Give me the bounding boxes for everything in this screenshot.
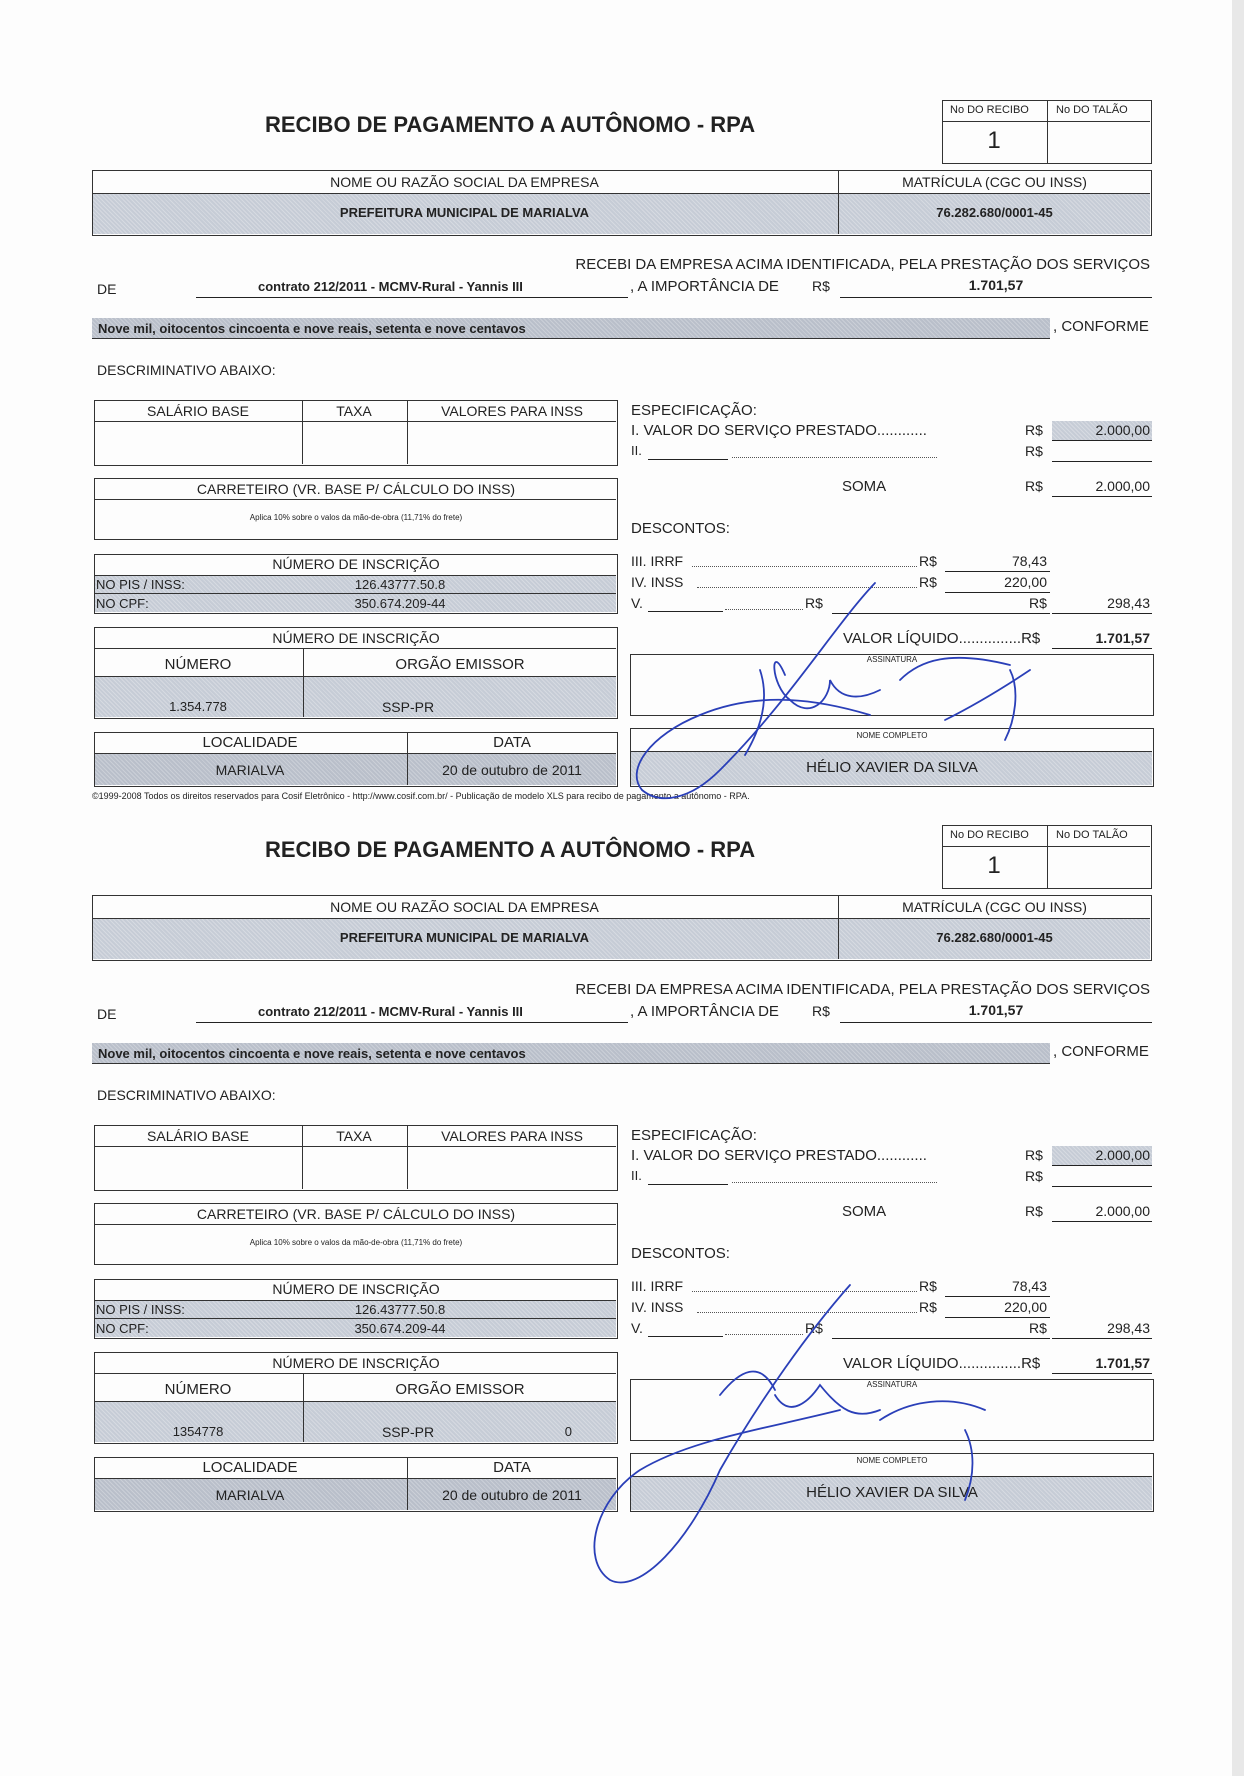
carreteiro-note: Aplica 10% sobre o valos da mão-de-obra (11,71% do frete): [249, 513, 463, 522]
valores-inss-label: VALORES PARA INSS: [441, 403, 583, 419]
orgao-extra: 0: [564, 1424, 572, 1439]
irrf-label: III. IRRF: [631, 1278, 684, 1294]
liquido-value: 1.701,57: [1095, 630, 1150, 646]
descontos-total: 298,43: [1107, 1320, 1150, 1336]
empresa-value: PREFEITURA MUNICIPAL DE MARIALVA: [339, 205, 590, 220]
liquido-label: VALOR LÍQUIDO...............R$: [843, 630, 1041, 647]
irrf-currency: R$: [919, 553, 937, 569]
carreteiro-label: CARRETEIRO (VR. BASE P/ CÁLCULO DO INSS): [196, 1206, 516, 1222]
item5-currency: R$: [805, 1320, 823, 1336]
extenso-value: Nove mil, oitocentos cincoenta e nove reais, setenta e nove centavos: [98, 321, 526, 336]
cpf-label: NO CPF:: [96, 1321, 149, 1336]
recebi-text: RECEBI DA EMPRESA ACIMA IDENTIFICADA, PELA PRESTAÇÃO DOS SERVIÇOS: [575, 256, 1150, 273]
importancia-label: , A IMPORTÂNCIA DE: [630, 278, 779, 295]
soma-currency: R$: [1025, 478, 1043, 494]
soma-label: SOMA: [842, 478, 887, 495]
item5-label: V.: [631, 595, 643, 611]
soma-label: SOMA: [842, 1203, 887, 1220]
inss-label: IV. INSS: [631, 574, 684, 590]
pis-value: 126.43777.50.8: [354, 577, 446, 592]
conforme-label: , CONFORME: [1053, 1043, 1149, 1060]
servico-value: contrato 212/2011 - MCMV-Rural - Yannis III: [258, 1004, 523, 1019]
inscricao-label: NÚMERO DE INSCRIÇÃO: [272, 556, 440, 572]
carreteiro-label: CARRETEIRO (VR. BASE P/ CÁLCULO DO INSS): [196, 481, 516, 497]
matricula-value: 76.282.680/0001-45: [936, 205, 1053, 220]
irrf-value: 78,43: [1011, 1278, 1047, 1294]
cpf-value: 350.674.209-44: [354, 596, 446, 611]
data-value: 20 de outubro de 2011: [442, 762, 582, 778]
orgao-label: ORGÃO EMISSOR: [395, 656, 525, 673]
salario-base-label: SALÁRIO BASE: [147, 1128, 249, 1144]
descontos-total: 298,43: [1107, 595, 1150, 611]
numero-label: NÚMERO: [164, 656, 232, 673]
receipt-1: [0, 92, 1244, 812]
inscricao-label: NÚMERO DE INSCRIÇÃO: [272, 1281, 440, 1297]
assinatura-label: ASSINATURA: [866, 1380, 918, 1389]
item2-currency: R$: [1025, 443, 1043, 459]
inscricao2-label: NÚMERO DE INSCRIÇÃO: [272, 1355, 440, 1371]
matricula-label: MATRÍCULA (CGC OU INSS): [902, 899, 1087, 915]
irrf-label: III. IRRF: [631, 553, 684, 569]
localidade-value: MARIALVA: [215, 1487, 285, 1503]
localidade-label: LOCALIDADE: [202, 1459, 298, 1476]
descontos-label: DESCONTOS:: [631, 1245, 730, 1262]
importancia-value: 1.701,57: [968, 1002, 1024, 1018]
receipt-2: [0, 817, 1244, 1537]
taxa-label: TAXA: [336, 1128, 372, 1144]
descontos-currency: R$: [1029, 595, 1047, 611]
cpf-value: 350.674.209-44: [354, 1321, 446, 1336]
irrf-currency: R$: [919, 1278, 937, 1294]
numero-value: 1.354.778: [169, 699, 227, 714]
localidade-label: LOCALIDADE: [202, 734, 298, 751]
especificacao-label: ESPECIFICAÇÃO:: [631, 402, 757, 419]
servico-prestado-label: I. VALOR DO SERVIÇO PRESTADO............: [631, 422, 927, 439]
numero-label: NÚMERO: [164, 1381, 232, 1398]
discriminativo-label: DESCRIMINATIVO ABAIXO:: [97, 1087, 276, 1103]
valores-inss-label: VALORES PARA INSS: [441, 1128, 583, 1144]
importancia-label: , A IMPORTÂNCIA DE: [630, 1003, 779, 1020]
empresa-label: NOME OU RAZÃO SOCIAL DA EMPRESA: [330, 899, 599, 915]
servico-prestado-value: 2.000,00: [1095, 1147, 1150, 1163]
nome-completo-value: HÉLIO XAVIER DA SILVA: [806, 1484, 978, 1501]
soma-value: 2.000,00: [1095, 1203, 1150, 1219]
inss-currency: R$: [919, 1299, 937, 1315]
liquido-label: VALOR LÍQUIDO...............R$: [843, 1355, 1041, 1372]
taxa-label: TAXA: [336, 403, 372, 419]
soma-currency: R$: [1025, 1203, 1043, 1219]
numero-value: 1354778: [172, 1424, 224, 1439]
descontos-currency: R$: [1029, 1320, 1047, 1336]
nome-completo-value: HÉLIO XAVIER DA SILVA: [806, 759, 978, 776]
servico-prestado-value: 2.000,00: [1095, 422, 1150, 438]
pis-value: 126.43777.50.8: [354, 1302, 446, 1317]
inss-value: 220,00: [1004, 574, 1047, 590]
footer-note: ©1999-2008 Todos os direitos reservados para Cosif Eletrônico - http://www.cosif.com.br/ - Publicação de modelo XLS para recibo de pagamento a autônomo - RPA.: [92, 791, 750, 801]
importancia-value: 1.701,57: [968, 277, 1024, 293]
matricula-label: MATRÍCULA (CGC OU INSS): [902, 174, 1087, 190]
carreteiro-note: Aplica 10% sobre o valos da mão-de-obra (11,71% do frete): [249, 1238, 463, 1247]
empresa-label: NOME OU RAZÃO SOCIAL DA EMPRESA: [330, 174, 599, 190]
inscricao2-label: NÚMERO DE INSCRIÇÃO: [272, 630, 440, 646]
recibo-number: 1: [987, 852, 1001, 879]
inss-label: IV. INSS: [631, 1299, 684, 1315]
nome-completo-label: NOME COMPLETO: [856, 1456, 928, 1465]
item2-currency: R$: [1025, 1168, 1043, 1184]
pis-label: NO PIS / INSS:: [96, 1302, 185, 1317]
item5-currency: R$: [805, 595, 823, 611]
de-label: DE: [97, 1006, 117, 1022]
orgao-value: SSP-PR: [381, 699, 435, 715]
data-label: DATA: [493, 734, 531, 751]
especificacao-label: ESPECIFICAÇÃO:: [631, 1127, 757, 1144]
recibo-label: No DO RECIBO: [950, 104, 1029, 116]
item5-label: V.: [631, 1320, 643, 1336]
conforme-label: , CONFORME: [1053, 318, 1149, 335]
liquido-value: 1.701,57: [1095, 1355, 1150, 1371]
servico-currency: R$: [1025, 422, 1043, 438]
item2-label: II.: [631, 443, 642, 458]
assinatura-label: ASSINATURA: [866, 655, 918, 664]
inss-value: 220,00: [1004, 1299, 1047, 1315]
importancia-currency: R$: [812, 278, 830, 294]
orgao-value: SSP-PR: [381, 1424, 435, 1440]
recebi-text: RECEBI DA EMPRESA ACIMA IDENTIFICADA, PELA PRESTAÇÃO DOS SERVIÇOS: [575, 981, 1150, 998]
importancia-currency: R$: [812, 1003, 830, 1019]
recibo-number: 1: [987, 127, 1001, 154]
data-label: DATA: [493, 1459, 531, 1476]
soma-value: 2.000,00: [1095, 478, 1150, 494]
nome-completo-label: NOME COMPLETO: [856, 731, 928, 740]
talao-label: No DO TALÃO: [1056, 829, 1128, 841]
empresa-value: PREFEITURA MUNICIPAL DE MARIALVA: [339, 930, 590, 945]
localidade-value: MARIALVA: [215, 762, 285, 778]
discriminativo-label: DESCRIMINATIVO ABAIXO:: [97, 362, 276, 378]
data-value: 20 de outubro de 2011: [442, 1487, 582, 1503]
servico-currency: R$: [1025, 1147, 1043, 1163]
receipt-title: RECIBO DE PAGAMENTO A AUTÔNOMO - RPA: [265, 112, 756, 137]
orgao-label: ORGÃO EMISSOR: [395, 1381, 525, 1398]
servico-prestado-label: I. VALOR DO SERVIÇO PRESTADO............: [631, 1147, 927, 1164]
servico-value: contrato 212/2011 - MCMV-Rural - Yannis III: [258, 279, 523, 294]
matricula-value: 76.282.680/0001-45: [936, 930, 1053, 945]
item2-label: II.: [631, 1168, 642, 1183]
irrf-value: 78,43: [1011, 553, 1047, 569]
descontos-label: DESCONTOS:: [631, 520, 730, 537]
extenso-value: Nove mil, oitocentos cincoenta e nove reais, setenta e nove centavos: [98, 1046, 526, 1061]
pis-label: NO PIS / INSS:: [96, 577, 185, 592]
de-label: DE: [97, 281, 117, 297]
inss-currency: R$: [919, 574, 937, 590]
receipt-title: RECIBO DE PAGAMENTO A AUTÔNOMO - RPA: [265, 837, 756, 862]
salario-base-label: SALÁRIO BASE: [147, 403, 249, 419]
talao-label: No DO TALÃO: [1056, 104, 1128, 116]
cpf-label: NO CPF:: [96, 596, 149, 611]
recibo-label: No DO RECIBO: [950, 829, 1029, 841]
